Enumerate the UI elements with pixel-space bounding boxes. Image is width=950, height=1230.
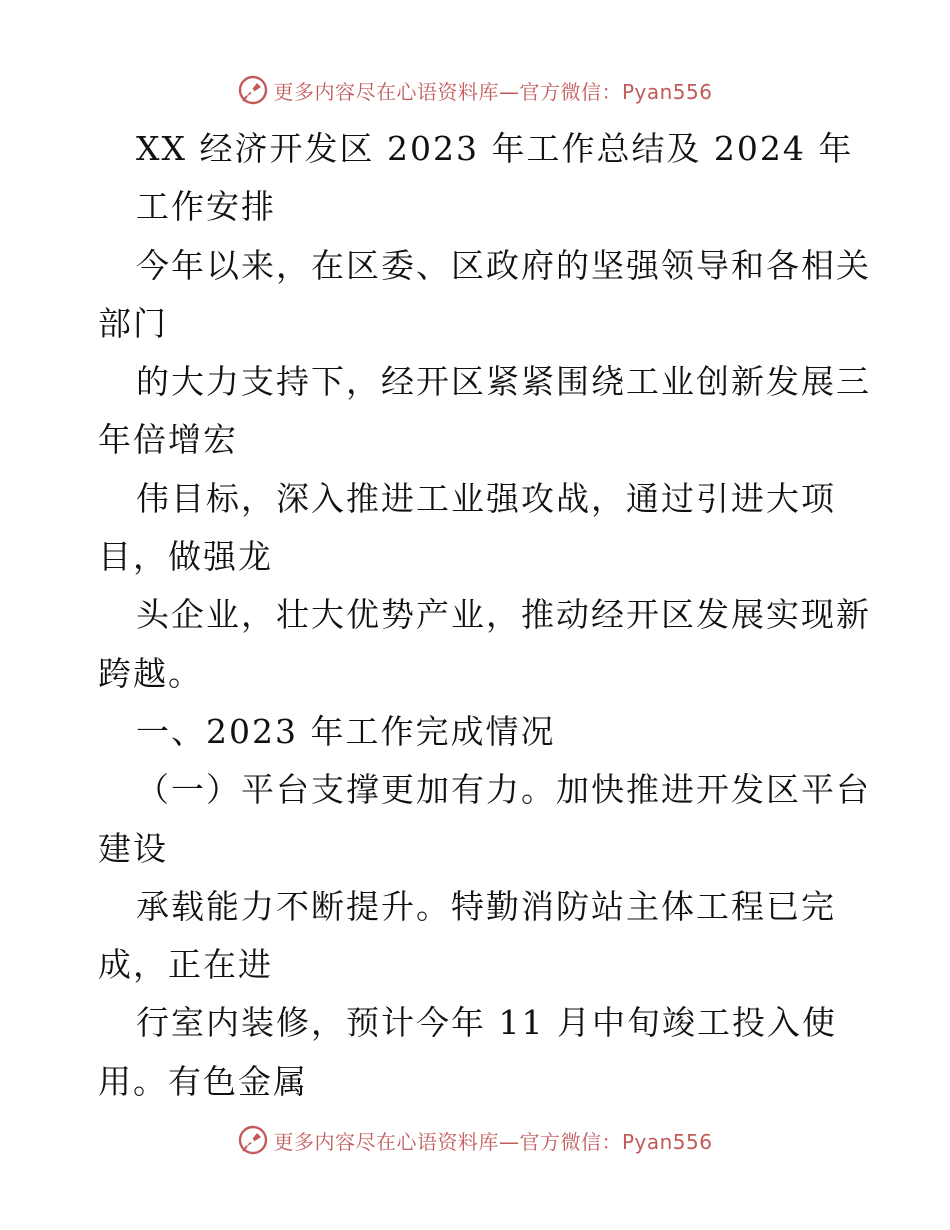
text-line: 一、2023 年工作完成情况 (136, 711, 556, 751)
pen-nib-logo-icon (237, 1124, 269, 1156)
text-line: 年倍增宏 (98, 420, 238, 460)
text-line: 的大力支持下，经开区紧紧围绕工业创新发展三 (136, 362, 871, 402)
header-watermark-banner (0, 70, 950, 110)
text-line: 用。有色金属 (98, 1061, 308, 1101)
watermark-text: 更多内容尽在心语资料库—官方微信：Pyan556 (273, 79, 713, 104)
footer-watermark-banner (0, 1120, 950, 1160)
text-line: 承载能力不断提升。特勤消防站主体工程已完 (136, 886, 836, 926)
pen-nib-logo-icon (237, 74, 269, 106)
text-line: 跨越。 (98, 653, 203, 693)
text-line: 成，正在进 (98, 945, 273, 985)
text-line: 行室内装修，预计今年 11 月中旬竣工投入使 (136, 1003, 837, 1043)
text-line: 头企业，壮大优势产业，推动经开区发展实现新 (136, 595, 871, 635)
text-line: 目，做强龙 (98, 537, 273, 577)
text-line: 部门 (98, 303, 168, 343)
document-body (98, 120, 871, 1111)
text-line: 今年以来，在区委、区政府的坚强领导和各相关 (136, 245, 871, 285)
text-line: （一）平台支撑更加有力。加快推进开发区平台 (136, 770, 871, 810)
text-line: 工作安排 (136, 187, 276, 227)
text-line: XX 经济开发区 2023 年工作总结及 2024 年 (136, 129, 854, 168)
text-line: 建设 (98, 828, 168, 868)
watermark-text: 更多内容尽在心语资料库—官方微信：Pyan556 (273, 1129, 713, 1154)
text-line: 伟目标，深入推进工业强攻战，通过引进大项 (136, 478, 836, 518)
